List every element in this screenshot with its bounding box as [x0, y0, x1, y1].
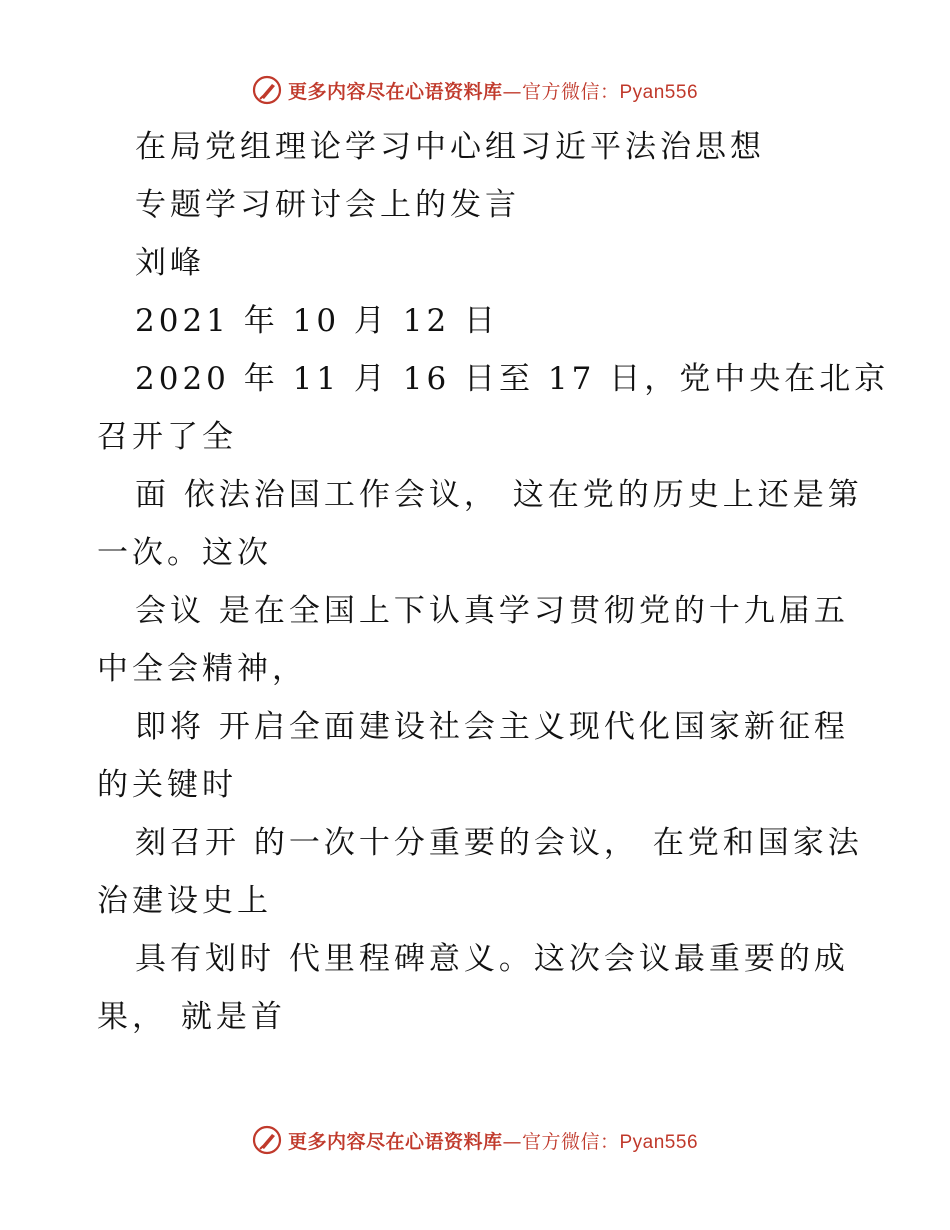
banner-wechat-label: 官方微信：: [521, 1130, 620, 1153]
paragraph-line: 刻召开 的一次十分重要的会议， 在党和国家法: [135, 825, 863, 861]
paragraph-line: 在局党组理论学习中心组习近平法治思想: [135, 129, 765, 165]
paragraph-line: 治建设史上: [97, 883, 272, 919]
paragraph-line: 的关键时: [97, 767, 237, 803]
document-body: [97, 118, 890, 1046]
paragraph-line: 即将 开启全面建设社会主义现代化国家新征程: [135, 709, 849, 745]
paragraph-line: 专题学习研讨会上的发言: [135, 187, 520, 223]
banner-wechat-label: 官方微信：: [521, 80, 620, 103]
paragraph-line: 召开了全: [97, 419, 237, 455]
header-watermark-banner: [0, 70, 950, 110]
quill-pen-logo-icon: [252, 75, 282, 105]
paragraph-line: 2021 年 10 月 12 日: [135, 303, 500, 339]
footer-watermark-banner: [0, 1120, 950, 1160]
banner-main-text: 更多内容尽在心语资料库: [287, 1130, 503, 1153]
paragraph-line: 具有划时 代里程碑意义。这次会议最重要的成: [135, 941, 849, 977]
quill-pen-logo-icon: [252, 1125, 282, 1155]
paragraph-line: 2020 年 11 月 16 日至 17 日，党中央在北京: [135, 361, 890, 397]
paragraph-line: 面 依法治国工作会议， 这在党的历史上还是第: [135, 477, 863, 513]
banner-wechat-id: Pyan556: [619, 1131, 699, 1153]
banner-separator: —: [502, 80, 522, 103]
banner-main-text: 更多内容尽在心语资料库: [287, 80, 503, 103]
banner-separator: —: [502, 1130, 522, 1153]
paragraph-line: 一次。这次: [97, 535, 272, 571]
paragraph-line: 果， 就是首: [97, 999, 286, 1035]
paragraph-line: 中全会精神，: [97, 651, 307, 687]
paragraph-line: 会议 是在全国上下认真学习贯彻党的十九届五: [135, 593, 849, 629]
banner-wechat-id: Pyan556: [619, 81, 699, 103]
paragraph-line: 刘峰: [135, 245, 205, 281]
